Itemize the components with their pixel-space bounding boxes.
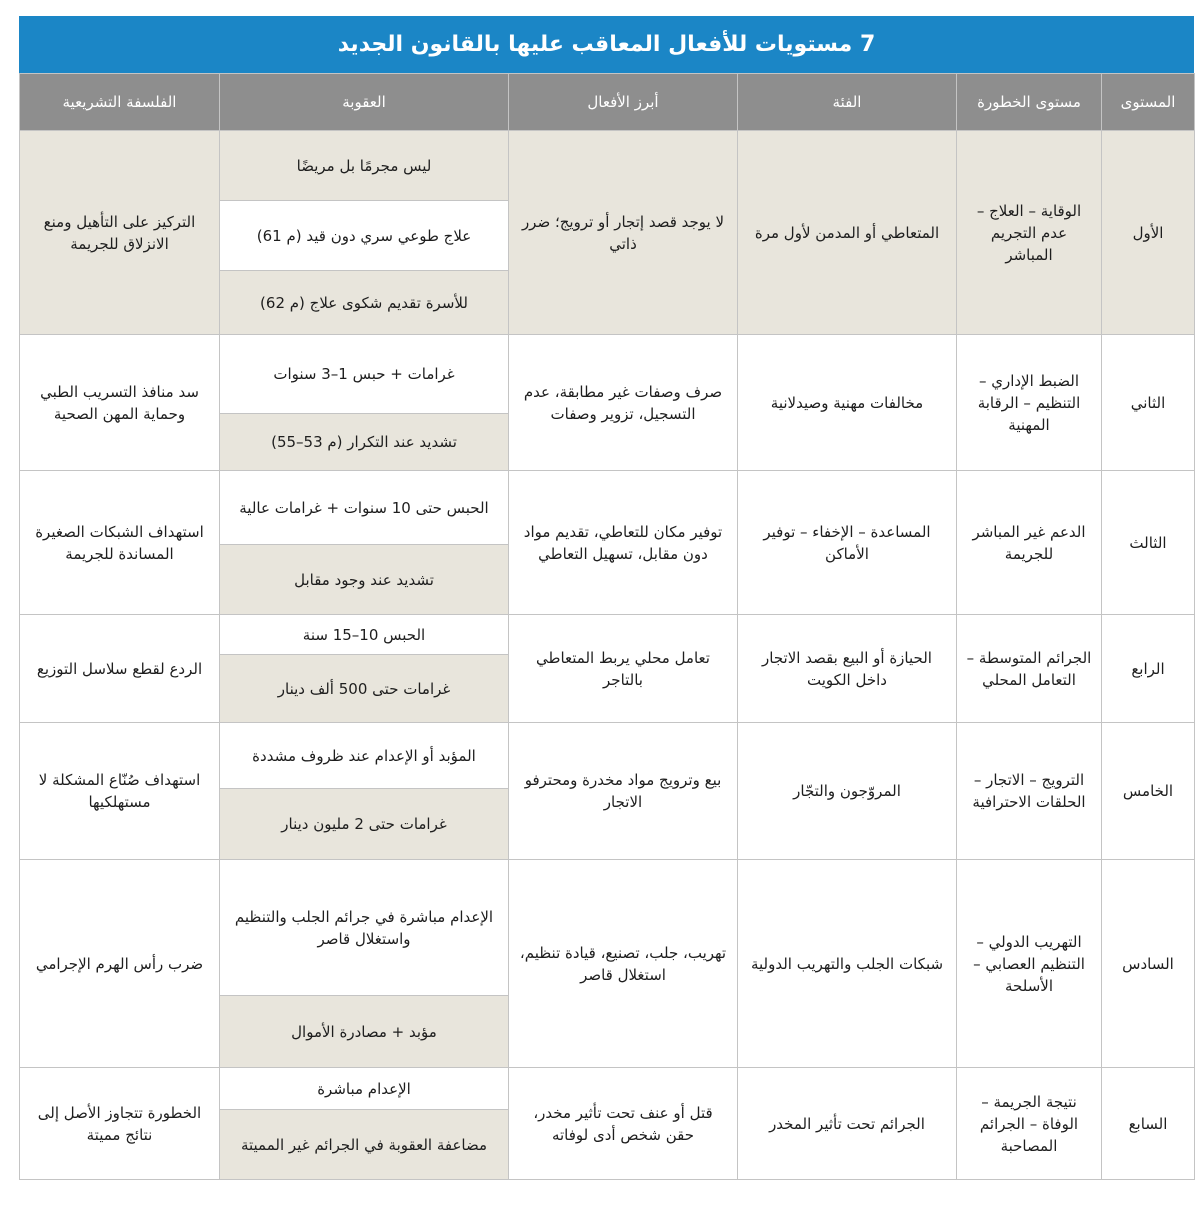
severity-cell: نتيجة الجريمة – الوفاة – الجرائم المصاحبة <box>957 1068 1102 1180</box>
philosophy-cell: استهداف الشبكات الصغيرة المساندة للجريمة <box>20 471 220 615</box>
penalty-cell: مضاعفة العقوبة في الجرائم غير المميتة <box>220 1110 509 1180</box>
severity-cell: الجرائم المتوسطة – التعامل المحلي <box>957 615 1102 723</box>
category-cell: الجرائم تحت تأثير المخدر <box>738 1068 957 1180</box>
category-cell: شبكات الجلب والتهريب الدولية <box>738 860 957 1068</box>
penalty-cell: المؤبد أو الإعدام عند ظروف مشددة <box>220 723 509 789</box>
level-cell: الثاني <box>1102 335 1195 471</box>
severity-cell: الترويج – الاتجار – الحلقات الاحترافية <box>957 723 1102 860</box>
penalty-cell: الإعدام مباشرة <box>220 1068 509 1110</box>
category-cell: المتعاطي أو المدمن لأول مرة <box>738 131 957 335</box>
philosophy-cell: استهداف صُنّاع المشكلة لا مستهلكيها <box>20 723 220 860</box>
level-cell: الأول <box>1102 131 1195 335</box>
level-cell: الثالث <box>1102 471 1195 615</box>
table-row <box>20 335 1195 414</box>
category-cell: المساعدة – الإخفاء – توفير الأماكن <box>738 471 957 615</box>
philosophy-cell: الردع لقطع سلاسل التوزيع <box>20 615 220 723</box>
table-row <box>20 1068 1195 1110</box>
header-level: المستوى <box>1102 74 1195 131</box>
header-severity: مستوى الخطورة <box>957 74 1102 131</box>
philosophy-cell: ضرب رأس الهرم الإجرامي <box>20 860 220 1068</box>
penalty-cell: غرامات حتى 500 ألف دينار <box>220 655 509 723</box>
severity-cell: الدعم غير المباشر للجريمة <box>957 471 1102 615</box>
level-cell: الرابع <box>1102 615 1195 723</box>
acts-cell: لا يوجد قصد إتجار أو ترويج؛ ضرر ذاتي <box>509 131 738 335</box>
table-row <box>20 615 1195 655</box>
penalty-cell: ليس مجرمًا بل مريضًا <box>220 131 509 201</box>
header-row <box>20 74 1195 131</box>
table-row <box>20 723 1195 789</box>
header-acts: أبرز الأفعال <box>509 74 738 131</box>
acts-cell: تعامل محلي يربط المتعاطي بالتاجر <box>509 615 738 723</box>
category-cell: مخالفات مهنية وصيدلانية <box>738 335 957 471</box>
severity-cell: التهريب الدولي – التنظيم العصابي – الأسلحة <box>957 860 1102 1068</box>
penalty-cell: تشديد عند التكرار (م 53–55) <box>220 414 509 471</box>
header-category: الفئة <box>738 74 957 131</box>
penalty-cell: للأسرة تقديم شكوى علاج (م 62) <box>220 271 509 335</box>
philosophy-cell: سد منافذ التسريب الطبي وحماية المهن الصحية <box>20 335 220 471</box>
philosophy-cell: التركيز على التأهيل ومنع الانزلاق للجريمة <box>20 131 220 335</box>
table-frame <box>19 16 1194 1180</box>
acts-cell: توفير مكان للتعاطي، تقديم مواد دون مقابل، تسهيل التعاطي <box>509 471 738 615</box>
level-cell: السابع <box>1102 1068 1195 1180</box>
category-cell: المروّجون والتجّار <box>738 723 957 860</box>
acts-cell: تهريب، جلب، تصنيع، قيادة تنظيم، استغلال قاصر <box>509 860 738 1068</box>
severity-cell: الضبط الإداري – التنظيم – الرقابة المهنية <box>957 335 1102 471</box>
penalty-levels-table <box>19 73 1195 1180</box>
penalty-cell: غرامات + حبس 1–3 سنوات <box>220 335 509 414</box>
header-penalty: العقوبة <box>220 74 509 131</box>
header-philosophy: الفلسفة التشريعية <box>20 74 220 131</box>
table-title: 7 مستويات للأفعال المعاقب عليها بالقانون الجديد <box>19 16 1194 73</box>
philosophy-cell: الخطورة تتجاوز الأصل إلى نتائج مميتة <box>20 1068 220 1180</box>
table-row <box>20 860 1195 996</box>
penalty-cell: غرامات حتى 2 مليون دينار <box>220 789 509 860</box>
penalty-cell: علاج طوعي سري دون قيد (م 61) <box>220 201 509 271</box>
penalty-cell: الإعدام مباشرة في جرائم الجلب والتنظيم واستغلال قاصر <box>220 860 509 996</box>
penalty-cell: الحبس حتى 10 سنوات + غرامات عالية <box>220 471 509 545</box>
penalty-cell: مؤبد + مصادرة الأموال <box>220 996 509 1068</box>
acts-cell: بيع وترويج مواد مخدرة ومحترفو الاتجار <box>509 723 738 860</box>
level-cell: الخامس <box>1102 723 1195 860</box>
table-row <box>20 131 1195 201</box>
acts-cell: صرف وصفات غير مطابقة، عدم التسجيل، تزوير وصفات <box>509 335 738 471</box>
penalty-cell: الحبس 10–15 سنة <box>220 615 509 655</box>
severity-cell: الوقاية – العلاج – عدم التجريم المباشر <box>957 131 1102 335</box>
acts-cell: قتل أو عنف تحت تأثير مخدر، حقن شخص أدى لوفاته <box>509 1068 738 1180</box>
table-row <box>20 471 1195 545</box>
level-cell: السادس <box>1102 860 1195 1068</box>
category-cell: الحيازة أو البيع بقصد الاتجار داخل الكويت <box>738 615 957 723</box>
penalty-cell: تشديد عند وجود مقابل <box>220 545 509 615</box>
